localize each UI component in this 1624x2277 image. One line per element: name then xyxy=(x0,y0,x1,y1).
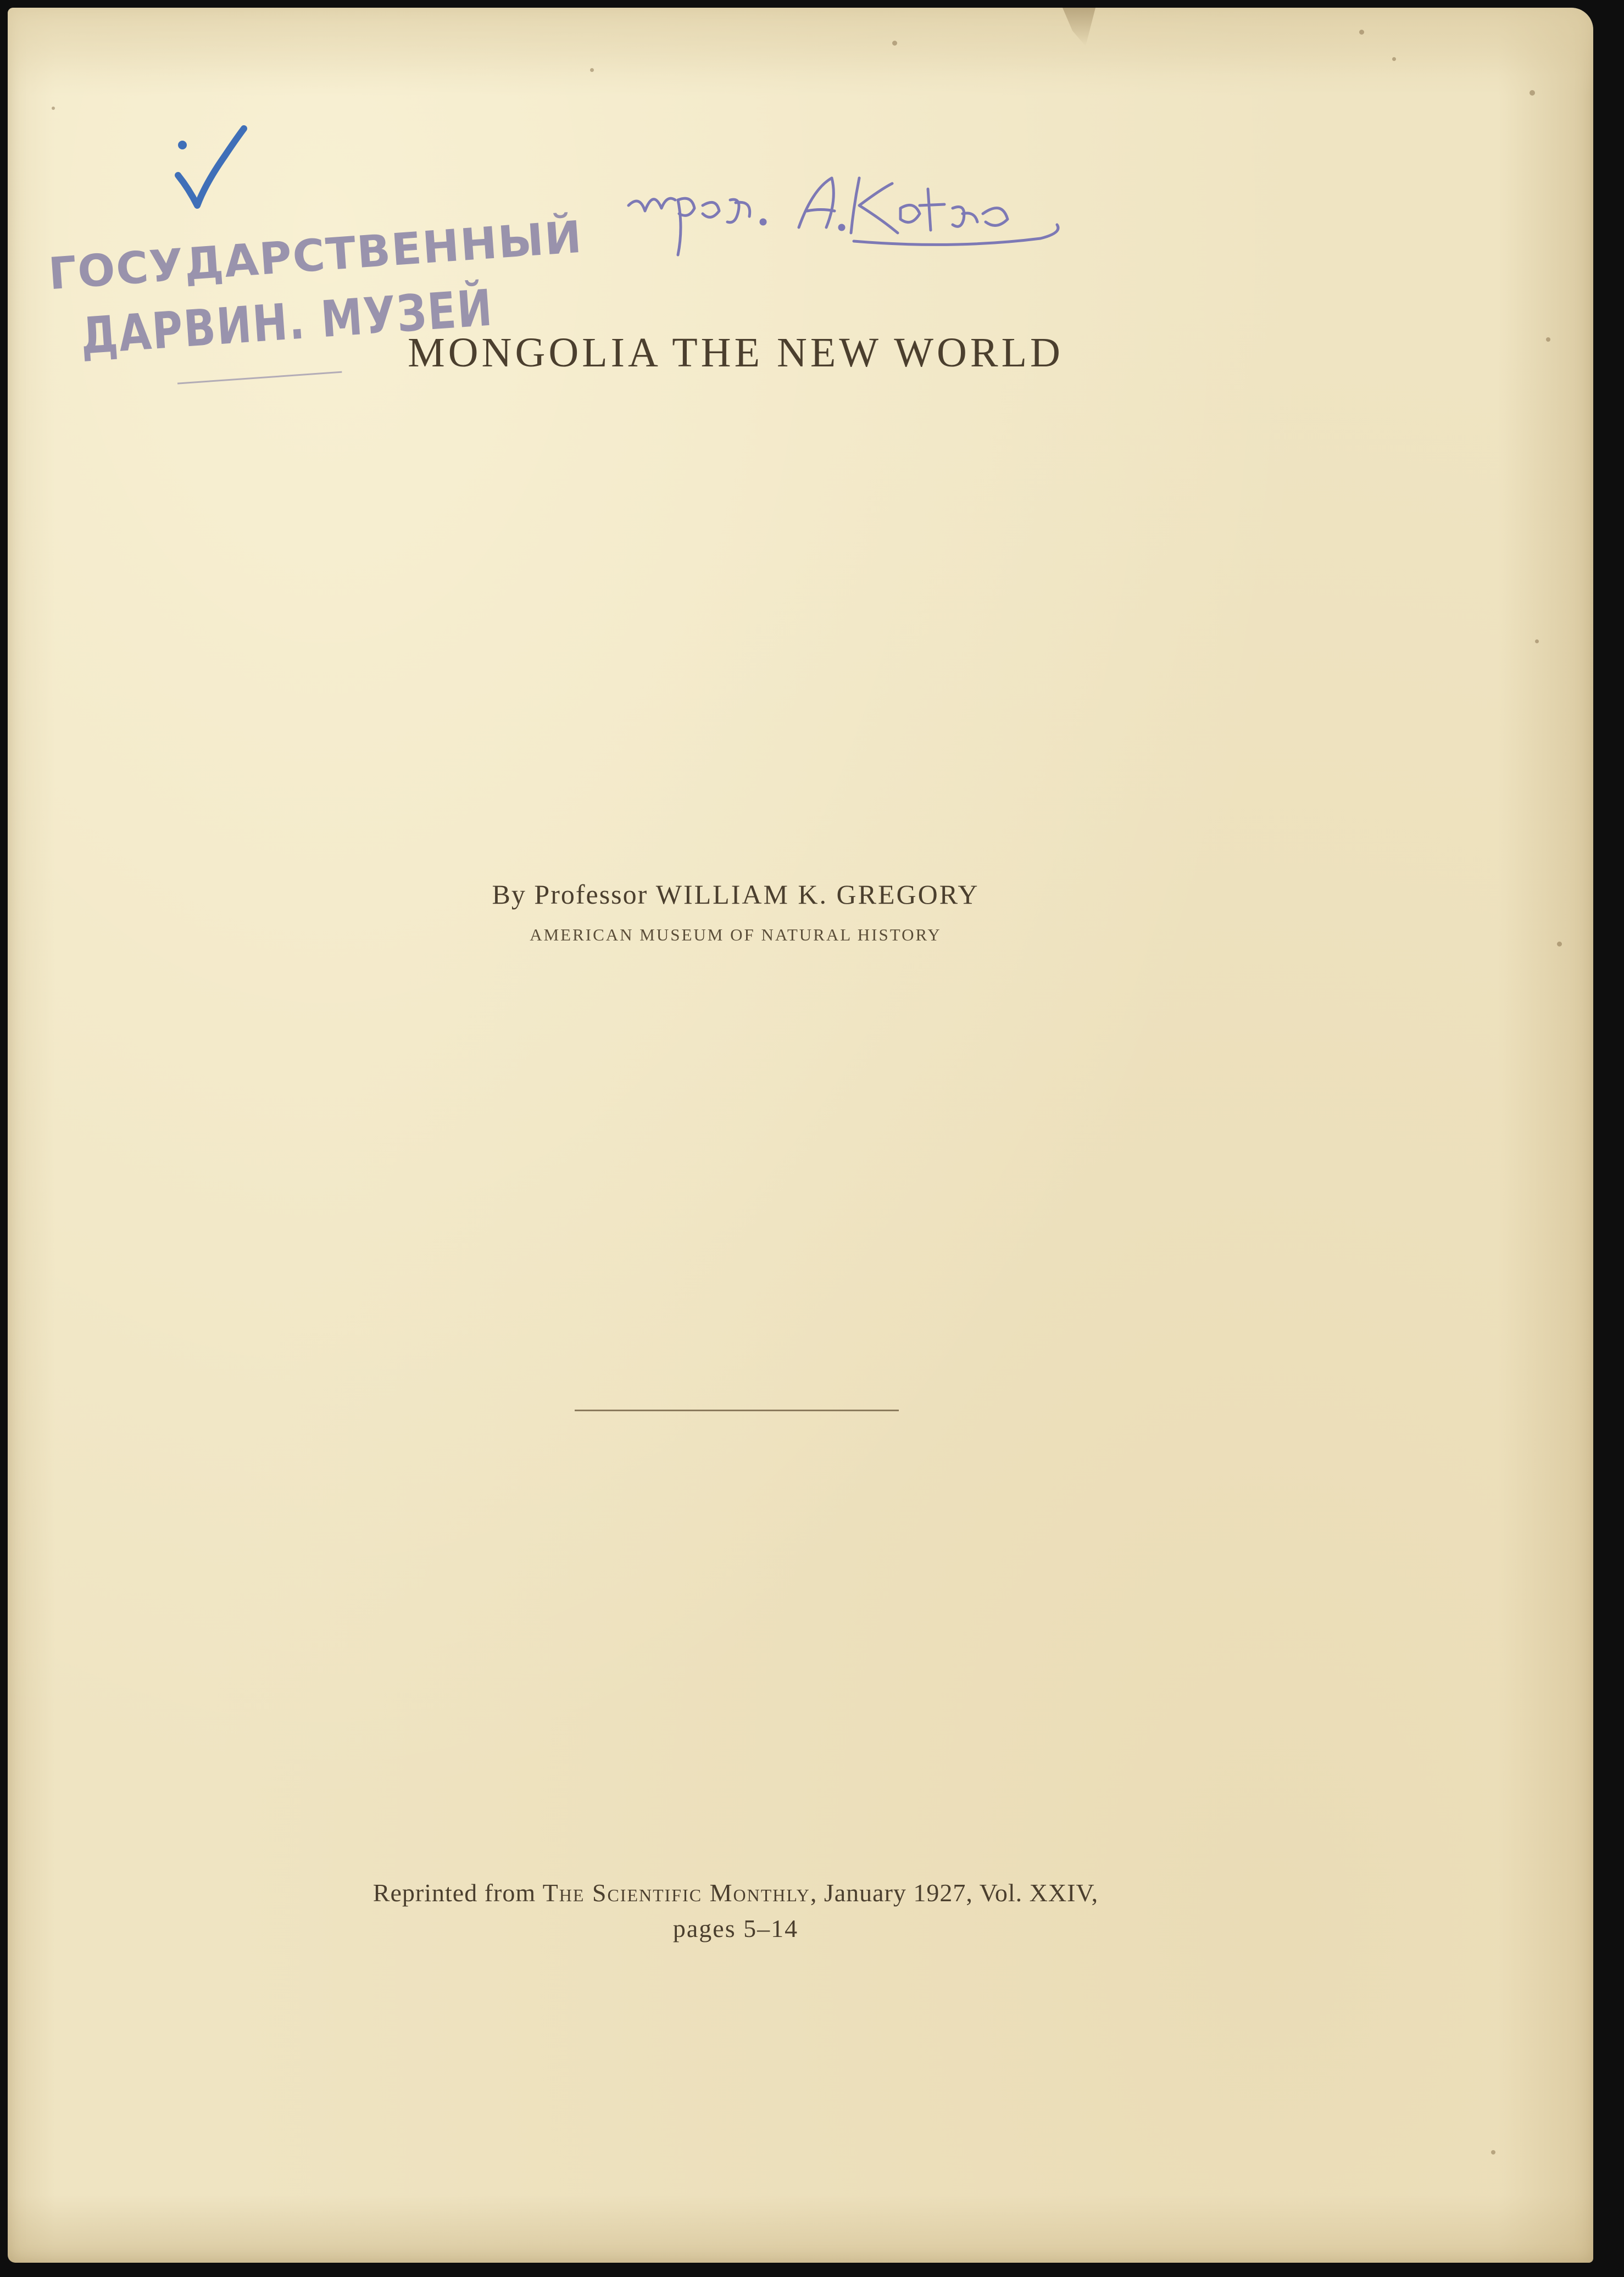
library-stamp xyxy=(35,209,585,420)
byline-prefix: By Professor xyxy=(492,879,648,910)
reprint-prefix: Reprinted from xyxy=(372,1879,536,1907)
page-fold-shading xyxy=(8,8,1593,96)
handwritten-note xyxy=(623,167,1106,277)
reprint-details: , January 1927, Vol. XXIV, xyxy=(810,1879,1099,1907)
check-mark-icon xyxy=(173,123,249,216)
author-name: WILLIAM K. GREGORY xyxy=(655,879,980,910)
author-byline xyxy=(8,878,1464,910)
paper-speck xyxy=(892,41,897,46)
reprint-notice xyxy=(8,1878,1464,1907)
paper-speck xyxy=(1546,337,1550,342)
paper-speck xyxy=(1392,57,1396,61)
stamp-line-2: ДАРВИН. МУЗЕЙ xyxy=(78,278,495,366)
paper-speck xyxy=(1535,639,1539,643)
document-page xyxy=(8,8,1593,2263)
paper-speck xyxy=(1557,942,1562,947)
stamp-line-1: ГОСУДАРСТВЕННЫЙ xyxy=(47,211,585,300)
divider-rule xyxy=(575,1410,899,1411)
paper-speck xyxy=(1359,30,1364,35)
paper-speck xyxy=(1530,90,1535,96)
document-title: MONGOLIA THE NEW WORLD xyxy=(408,330,1064,376)
journal-name: The Scientific Monthly xyxy=(542,1879,810,1907)
paper-speck xyxy=(590,68,594,72)
paper-speck xyxy=(1491,2150,1495,2154)
page-range: pages 5–14 xyxy=(672,1914,799,1942)
author-affiliation: AMERICAN MUSEUM OF NATURAL HISTORY xyxy=(530,925,942,944)
paper-speck xyxy=(52,107,55,110)
